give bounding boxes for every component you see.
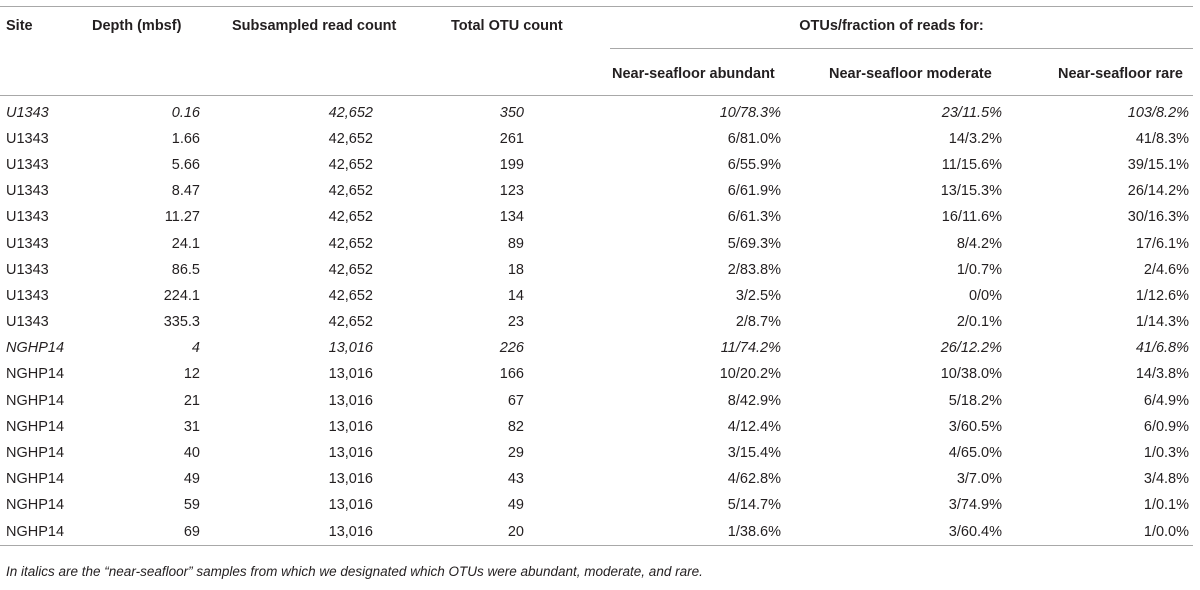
- cell-depth: 8.47: [171, 183, 200, 200]
- cell-depth: 4: [191, 340, 200, 357]
- cell-total-otu-count: 49: [507, 497, 524, 514]
- cell-depth: 5.66: [171, 156, 200, 173]
- cell-near-seafloor-moderate: 1/0.7%: [956, 261, 1002, 278]
- table-row: [0, 335, 1193, 361]
- cell-near-seafloor-rare: 2/4.6%: [1143, 261, 1190, 278]
- cell-near-seafloor-abundant: 6/55.9%: [727, 156, 781, 173]
- header-near-seafloor-moderate: Near-seafloor moderate: [815, 49, 1030, 95]
- cell-site: NGHP14: [6, 340, 65, 357]
- cell-near-seafloor-moderate: 5/18.2%: [948, 392, 1002, 409]
- cell-near-seafloor-rare: 14/3.8%: [1135, 366, 1190, 383]
- table-row: [0, 361, 1193, 387]
- cell-depth: 0.16: [171, 104, 200, 121]
- cell-site: NGHP14: [6, 366, 65, 383]
- cell-near-seafloor-moderate: 10/38.0%: [940, 366, 1002, 383]
- table-row: [0, 440, 1193, 466]
- table-row: [0, 257, 1193, 283]
- cell-site: NGHP14: [6, 497, 65, 514]
- cell-near-seafloor-abundant: 2/83.8%: [727, 261, 781, 278]
- cell-depth: 40: [183, 445, 200, 462]
- header-site: Site: [0, 7, 92, 96]
- cell-near-seafloor-abundant: 6/61.9%: [727, 183, 781, 200]
- cell-near-seafloor-rare: 1/0.0%: [1030, 519, 1193, 546]
- cell-near-seafloor-abundant: 10/78.3%: [719, 104, 781, 121]
- cell-depth: 69: [92, 519, 217, 546]
- cell-site: NGHP14: [6, 445, 65, 462]
- cell-near-seafloor-abundant: 3/2.5%: [735, 287, 781, 304]
- header-subsampled-read-count: Subsampled read count: [217, 7, 445, 96]
- otu-table: [0, 6, 1193, 546]
- cell-depth: 335.3: [163, 314, 200, 331]
- cell-site: U1343: [6, 235, 49, 252]
- table-row: [0, 466, 1193, 492]
- cell-near-seafloor-moderate: 26/12.2%: [940, 340, 1002, 357]
- header-near-seafloor-abundant: Near-seafloor abundant: [610, 49, 815, 95]
- cell-near-seafloor-abundant: 4/62.8%: [727, 471, 781, 488]
- cell-near-seafloor-rare: 17/6.1%: [1135, 235, 1190, 252]
- cell-total-otu-count: 134: [499, 209, 524, 226]
- cell-depth: 1.66: [171, 130, 200, 147]
- cell-site: U1343: [6, 287, 49, 304]
- table-row: [0, 492, 1193, 518]
- cell-near-seafloor-rare: 103/8.2%: [1127, 104, 1190, 121]
- cell-near-seafloor-abundant: 6/81.0%: [727, 130, 781, 147]
- cell-near-seafloor-abundant: 8/42.9%: [727, 392, 781, 409]
- data-table-container: [0, 6, 1200, 546]
- cell-total-otu-count: 82: [507, 418, 524, 435]
- cell-depth: 31: [183, 418, 200, 435]
- cell-subsampled-read-count: 42,652: [328, 261, 373, 278]
- table-row: [0, 178, 1193, 204]
- cell-subsampled-read-count: 42,652: [328, 130, 373, 147]
- table-row: [0, 283, 1193, 309]
- cell-total-otu-count: 226: [499, 340, 524, 357]
- cell-site: NGHP14: [6, 392, 65, 409]
- cell-subsampled-read-count: 42,652: [328, 314, 373, 331]
- table-row: [0, 519, 1193, 546]
- cell-subsampled-read-count: 42,652: [328, 104, 373, 121]
- cell-total-otu-count: 23: [507, 314, 524, 331]
- cell-total-otu-count: 350: [499, 104, 524, 121]
- table-row: [0, 414, 1193, 440]
- cell-near-seafloor-abundant: 3/15.4%: [727, 445, 781, 462]
- cell-site: U1343: [6, 183, 49, 200]
- cell-subsampled-read-count: 13,016: [328, 366, 373, 383]
- cell-near-seafloor-moderate: 11/15.6%: [941, 156, 1002, 173]
- cell-site: NGHP14: [6, 471, 65, 488]
- cell-total-otu-count: 166: [499, 366, 524, 383]
- cell-depth: 24.1: [171, 235, 200, 252]
- table-row: [0, 230, 1193, 256]
- cell-depth: 49: [183, 471, 200, 488]
- cell-site: U1343: [6, 156, 49, 173]
- cell-near-seafloor-moderate: 3/7.0%: [956, 471, 1002, 488]
- cell-total-otu-count: 43: [507, 471, 524, 488]
- cell-near-seafloor-abundant: 11/74.2%: [720, 340, 781, 357]
- table-row: [0, 388, 1193, 414]
- cell-subsampled-read-count: 42,652: [328, 183, 373, 200]
- cell-near-seafloor-moderate: 13/15.3%: [940, 183, 1002, 200]
- header-near-seafloor-rare: Near-seafloor rare: [1030, 49, 1193, 95]
- cell-near-seafloor-moderate: 16/11.6%: [941, 209, 1002, 226]
- cell-subsampled-read-count: 42,652: [328, 156, 373, 173]
- table-row: [0, 95, 1193, 126]
- header-depth: Depth (mbsf): [92, 7, 217, 96]
- cell-total-otu-count: 18: [507, 261, 524, 278]
- cell-near-seafloor-abundant: 6/61.3%: [727, 209, 781, 226]
- cell-near-seafloor-rare: 1/12.6%: [1135, 287, 1190, 304]
- cell-near-seafloor-moderate: 4/65.0%: [948, 445, 1002, 462]
- cell-depth: 11.27: [164, 209, 200, 226]
- cell-near-seafloor-rare: 3/4.8%: [1143, 471, 1190, 488]
- cell-subsampled-read-count: 13,016: [328, 471, 373, 488]
- cell-depth: 21: [183, 392, 200, 409]
- cell-depth: 59: [183, 497, 200, 514]
- cell-near-seafloor-moderate: 3/60.5%: [948, 418, 1002, 435]
- cell-total-otu-count: 261: [499, 130, 524, 147]
- cell-near-seafloor-moderate: 8/4.2%: [956, 235, 1002, 252]
- cell-subsampled-read-count: 13,016: [328, 392, 373, 409]
- cell-near-seafloor-rare: 39/15.1%: [1127, 156, 1190, 173]
- cell-near-seafloor-abundant: 10/20.2%: [719, 366, 781, 383]
- cell-near-seafloor-rare: 1/14.3%: [1135, 314, 1190, 331]
- cell-site: U1343: [6, 314, 49, 331]
- cell-site: NGHP14: [0, 519, 92, 546]
- cell-near-seafloor-rare: 30/16.3%: [1127, 209, 1190, 226]
- cell-total-otu-count: 29: [507, 445, 524, 462]
- cell-near-seafloor-abundant: 5/69.3%: [727, 235, 781, 252]
- cell-near-seafloor-abundant: 5/14.7%: [727, 497, 781, 514]
- cell-depth: 86.5: [171, 261, 200, 278]
- cell-depth: 224.1: [163, 287, 200, 304]
- cell-subsampled-read-count: 13,016: [328, 418, 373, 435]
- table-row: [0, 309, 1193, 335]
- cell-subsampled-read-count: 42,652: [328, 287, 373, 304]
- cell-subsampled-read-count: 13,016: [328, 340, 373, 357]
- cell-near-seafloor-rare: 41/6.8%: [1135, 340, 1190, 357]
- cell-subsampled-read-count: 13,016: [217, 519, 445, 546]
- table-header: [0, 7, 1193, 96]
- cell-near-seafloor-rare: 6/0.9%: [1143, 418, 1190, 435]
- cell-site: U1343: [6, 104, 49, 121]
- table-footnote: In italics are the “near-seafloor” samples from which we designated which OTUs were abundant, moderate, and rare.: [6, 564, 703, 579]
- cell-near-seafloor-rare: 41/8.3%: [1135, 130, 1190, 147]
- cell-subsampled-read-count: 13,016: [328, 497, 373, 514]
- cell-near-seafloor-moderate: 23/11.5%: [941, 104, 1002, 121]
- cell-near-seafloor-abundant: 2/8.7%: [735, 314, 781, 331]
- cell-total-otu-count: 14: [507, 287, 524, 304]
- cell-site: NGHP14: [6, 418, 65, 435]
- cell-total-otu-count: 20: [445, 519, 610, 546]
- cell-subsampled-read-count: 13,016: [328, 445, 373, 462]
- cell-near-seafloor-rare: 1/0.1%: [1143, 497, 1190, 514]
- cell-total-otu-count: 67: [507, 392, 524, 409]
- cell-near-seafloor-rare: 26/14.2%: [1127, 183, 1190, 200]
- cell-near-seafloor-moderate: 0/0%: [968, 287, 1002, 304]
- table-row: [0, 152, 1193, 178]
- cell-site: U1343: [6, 130, 49, 147]
- cell-subsampled-read-count: 42,652: [328, 235, 373, 252]
- cell-near-seafloor-moderate: 3/74.9%: [948, 497, 1002, 514]
- cell-near-seafloor-rare: 6/4.9%: [1143, 392, 1190, 409]
- header-total-otu-count: Total OTU count: [445, 7, 610, 96]
- cell-near-seafloor-abundant: 1/38.6%: [610, 519, 815, 546]
- header-group-cell: [610, 7, 1193, 50]
- cell-near-seafloor-moderate: 3/60.4%: [815, 519, 1030, 546]
- cell-near-seafloor-moderate: 2/0.1%: [956, 314, 1002, 331]
- cell-subsampled-read-count: 42,652: [328, 209, 373, 226]
- header-otu-fraction-group: OTUs/fraction of reads for:: [610, 7, 1193, 49]
- cell-total-otu-count: 123: [499, 183, 524, 200]
- table-row: [0, 204, 1193, 230]
- cell-near-seafloor-moderate: 14/3.2%: [948, 130, 1002, 147]
- cell-near-seafloor-abundant: 4/12.4%: [727, 418, 781, 435]
- cell-near-seafloor-rare: 1/0.3%: [1143, 445, 1190, 462]
- cell-depth: 12: [183, 366, 200, 383]
- cell-site: U1343: [6, 261, 49, 278]
- cell-total-otu-count: 199: [499, 156, 524, 173]
- table-row: [0, 126, 1193, 152]
- cell-site: U1343: [6, 209, 49, 226]
- table-body: [0, 95, 1193, 545]
- cell-total-otu-count: 89: [507, 235, 524, 252]
